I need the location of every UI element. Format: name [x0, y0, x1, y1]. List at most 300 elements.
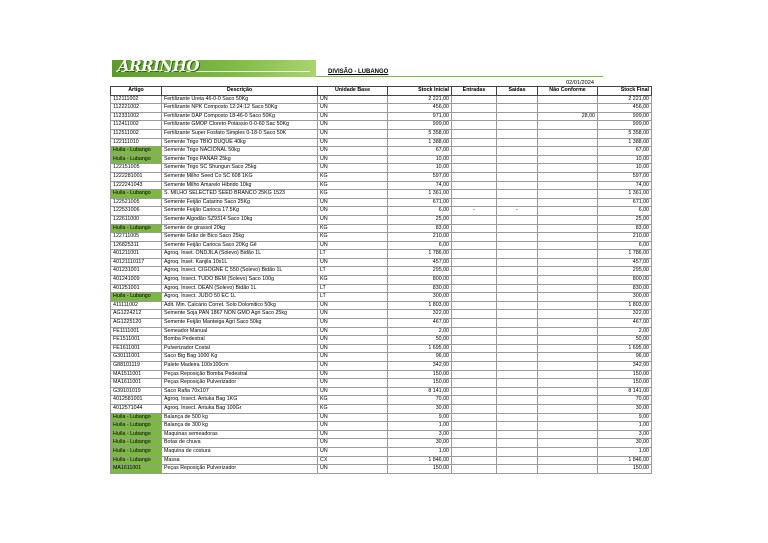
cell-unidade: UN	[318, 370, 388, 379]
cell-nao-conforme	[538, 310, 598, 319]
cell-stock-final: 3,00	[598, 430, 652, 439]
cell-unidade: UN	[318, 215, 388, 224]
cell-stock-final: 2 221,00	[598, 95, 652, 104]
cell-nao-conforme	[538, 336, 598, 345]
cell-stock-final: 30,00	[598, 439, 652, 448]
cell-nao-conforme	[538, 353, 598, 362]
cell-saidas	[497, 353, 538, 362]
cell-entradas	[452, 327, 497, 336]
cell-entradas	[452, 430, 497, 439]
cell-descricao: Semente Feijão Carioca 17.5Kg	[162, 207, 318, 216]
cell-entradas	[452, 155, 497, 164]
cell-stock-inicial: 1 695,00	[388, 344, 452, 353]
cell-nao-conforme	[538, 207, 598, 216]
header-stock-inicial: Stock Inicial	[388, 87, 452, 96]
table-row	[111, 379, 652, 388]
cell-stock-final: 25,00	[598, 215, 652, 224]
cell-nao-conforme	[538, 447, 598, 456]
cell-artigo: 401251001	[111, 284, 162, 293]
cell-nao-conforme	[538, 379, 598, 388]
cell-unidade: UN	[318, 241, 388, 250]
cell-entradas	[452, 129, 497, 138]
cell-stock-final: 50,00	[598, 336, 652, 345]
cell-saidas	[497, 258, 538, 267]
cell-entradas	[452, 319, 497, 328]
cell-artigo: AG1225120	[111, 319, 162, 328]
cell-unidade: LT	[318, 250, 388, 259]
cell-stock-final: 1 361,00	[598, 190, 652, 199]
cell-unidade: LT	[318, 284, 388, 293]
cell-stock-final: 830,00	[598, 284, 652, 293]
cell-stock-final: 96,00	[598, 353, 652, 362]
table-row	[111, 95, 652, 104]
cell-entradas	[452, 353, 497, 362]
cell-artigo: 401211001	[111, 250, 162, 259]
cell-entradas	[452, 276, 497, 285]
cell-stock-final: 300,00	[598, 293, 652, 302]
cell-artigo: 1222281001	[111, 172, 162, 181]
table-row	[111, 164, 652, 173]
logo-text: ARRINHO	[118, 57, 200, 75]
cell-nao-conforme	[538, 430, 598, 439]
cell-entradas	[452, 301, 497, 310]
cell-artigo: Huíla - Lubango	[111, 190, 162, 199]
table-row	[111, 344, 652, 353]
cell-nao-conforme	[538, 104, 598, 113]
cell-nao-conforme	[538, 276, 598, 285]
cell-stock-final: 999,00	[598, 121, 652, 130]
cell-artigo: FE1511001	[111, 336, 162, 345]
cell-descricao: Palete Madeira 100x100cm	[162, 362, 318, 371]
cell-stock-inicial: 1,00	[388, 422, 452, 431]
cell-saidas	[497, 310, 538, 319]
cell-descricao: Peças Reposição Bomba Pedestral	[162, 370, 318, 379]
cell-artigo: 122531006	[111, 207, 162, 216]
cell-descricao: Semente Trigo NACIONAL 50kg	[162, 147, 318, 156]
division-divider	[316, 76, 603, 77]
cell-artigo: 126825311	[111, 241, 162, 250]
cell-artigo: 122111010	[111, 138, 162, 147]
cell-descricao: Fertilizante Ureia 46-0-0 Saco 50Kg	[162, 95, 318, 104]
cell-unidade: UN	[318, 147, 388, 156]
cell-descricao: Massa	[162, 456, 318, 465]
cell-stock-inicial: 10,00	[388, 155, 452, 164]
cell-stock-final: 210,00	[598, 233, 652, 242]
cell-stock-final: 2,00	[598, 327, 652, 336]
cell-artigo: Huíla - Lubango	[111, 293, 162, 302]
cell-saidas	[497, 241, 538, 250]
company-logo	[112, 57, 316, 77]
cell-descricao: Saco Rafia 70x107	[162, 387, 318, 396]
cell-descricao: Fertilizante GMOP Cloreto Potássio 0-0-60 Sac 50Kg	[162, 121, 318, 130]
cell-stock-final: 597,00	[598, 172, 652, 181]
cell-stock-inicial: 295,00	[388, 267, 452, 276]
cell-stock-final: 671,00	[598, 198, 652, 207]
cell-artigo: 122521005	[111, 198, 162, 207]
cell-descricao: Agroq. Insect. Antuka Bag 100Gr	[162, 404, 318, 413]
cell-saidas	[497, 430, 538, 439]
table-row	[111, 336, 652, 345]
cell-stock-final: 322,00	[598, 310, 652, 319]
table-row	[111, 190, 652, 199]
cell-artigo: Huíla - Lubango	[111, 224, 162, 233]
cell-entradas	[452, 404, 497, 413]
cell-nao-conforme	[538, 198, 598, 207]
cell-saidas	[497, 344, 538, 353]
cell-stock-inicial: 30,00	[388, 404, 452, 413]
cell-unidade: UN	[318, 164, 388, 173]
cell-descricao: Botas de chuva	[162, 439, 318, 448]
cell-artigo: Huíla - Lubango	[111, 439, 162, 448]
cell-unidade: UN	[318, 301, 388, 310]
cell-entradas	[452, 396, 497, 405]
header-unidade: Unidade Base	[318, 87, 388, 96]
cell-entradas	[452, 422, 497, 431]
cell-nao-conforme	[538, 121, 598, 130]
cell-nao-conforme	[538, 327, 598, 336]
cell-stock-inicial: 50,00	[388, 336, 452, 345]
table-row	[111, 301, 652, 310]
cell-stock-inicial: 456,00	[388, 104, 452, 113]
table-row	[111, 439, 652, 448]
cell-stock-inicial: 467,00	[388, 319, 452, 328]
cell-descricao: Semente Trigo SC Shungun Saco 25kg	[162, 164, 318, 173]
table-row	[111, 430, 652, 439]
table-row	[111, 250, 652, 259]
cell-stock-inicial: 8 141,00	[388, 387, 452, 396]
cell-descricao: Saco Big Bag 1000 Kg	[162, 353, 318, 362]
cell-stock-final: 1,00	[598, 447, 652, 456]
cell-entradas	[452, 233, 497, 242]
cell-entradas	[452, 439, 497, 448]
cell-artigo: 401231001	[111, 267, 162, 276]
cell-saidas	[497, 190, 538, 199]
cell-descricao: Semente Grão de Bico Saco 25kg	[162, 233, 318, 242]
cell-artigo: 112111002	[111, 95, 162, 104]
cell-descricao: Agroq. Insect. CIGOGNE C 550 (Solevo) Bidão 1L	[162, 267, 318, 276]
cell-entradas	[452, 172, 497, 181]
cell-stock-final: 295,00	[598, 267, 652, 276]
cell-artigo: G88101119	[111, 362, 162, 371]
cell-descricao: Agroq. Inset. Kanjila 10x1L	[162, 258, 318, 267]
cell-saidas	[497, 284, 538, 293]
cell-saidas	[497, 301, 538, 310]
cell-nao-conforme	[538, 413, 598, 422]
cell-saidas	[497, 181, 538, 190]
cell-stock-inicial: 597,00	[388, 172, 452, 181]
cell-nao-conforme	[538, 241, 598, 250]
table-row	[111, 319, 652, 328]
cell-descricao: Balança de 300 kg	[162, 422, 318, 431]
cell-artigo: Huíla - Lubango	[111, 413, 162, 422]
cell-entradas: -	[452, 207, 497, 216]
cell-artigo: 411111002	[111, 301, 162, 310]
cell-saidas	[497, 379, 538, 388]
cell-artigo: 122711005	[111, 233, 162, 242]
table-body	[111, 95, 652, 473]
cell-artigo: 4012571044	[111, 404, 162, 413]
cell-artigo: Huíla - Lubango	[111, 447, 162, 456]
cell-nao-conforme	[538, 387, 598, 396]
cell-descricao: Fertilizante NPK Composto 12:24:12 Saco 50Kg	[162, 104, 318, 113]
cell-nao-conforme	[538, 404, 598, 413]
table-row	[111, 465, 652, 474]
cell-saidas	[497, 404, 538, 413]
cell-entradas	[452, 267, 497, 276]
cell-entradas	[452, 95, 497, 104]
cell-stock-inicial: 1 803,00	[388, 301, 452, 310]
cell-artigo: Huíla - Lubango	[111, 147, 162, 156]
cell-stock-inicial: 1 786,00	[388, 250, 452, 259]
cell-saidas	[497, 319, 538, 328]
cell-descricao: Semente Trigo TBIO DUQUE 40kg	[162, 138, 318, 147]
cell-artigo: G30111001	[111, 353, 162, 362]
cell-nao-conforme	[538, 362, 598, 371]
cell-unidade: UN	[318, 362, 388, 371]
table-row	[111, 284, 652, 293]
cell-nao-conforme	[538, 138, 598, 147]
cell-stock-final: 1 695,00	[598, 344, 652, 353]
cell-saidas	[497, 370, 538, 379]
cell-saidas	[497, 164, 538, 173]
cell-saidas	[497, 447, 538, 456]
cell-unidade: UN	[318, 104, 388, 113]
cell-entradas	[452, 379, 497, 388]
cell-stock-final: 9,00	[598, 413, 652, 422]
cell-entradas	[452, 164, 497, 173]
cell-saidas	[497, 362, 538, 371]
cell-stock-final: 10,00	[598, 164, 652, 173]
cell-entradas	[452, 344, 497, 353]
table-row	[111, 362, 652, 371]
cell-descricao: Agroq. Insect. JUDO 50 EC 1L	[162, 293, 318, 302]
cell-artigo: 122151005	[111, 164, 162, 173]
cell-nao-conforme	[538, 319, 598, 328]
cell-unidade: UN	[318, 258, 388, 267]
cell-stock-final: 1 786,00	[598, 250, 652, 259]
cell-unidade: KG	[318, 172, 388, 181]
cell-saidas	[497, 129, 538, 138]
cell-saidas	[497, 327, 538, 336]
cell-stock-inicial: 6,00	[388, 207, 452, 216]
cell-unidade: UN	[318, 447, 388, 456]
cell-descricao: Fertilizante DAP Composto 18-46-0 Saco 50Kg	[162, 112, 318, 121]
cell-stock-inicial: 2 221,00	[388, 95, 452, 104]
cell-descricao: Semeador Manual	[162, 327, 318, 336]
table-row	[111, 172, 652, 181]
cell-saidas	[497, 267, 538, 276]
cell-descricao: Semente Feijão Catarino Saco 25Kg	[162, 198, 318, 207]
cell-saidas	[497, 147, 538, 156]
table-row	[111, 112, 652, 121]
table-row	[111, 422, 652, 431]
cell-saidas	[497, 465, 538, 474]
cell-artigo: FE1111001	[111, 327, 162, 336]
cell-entradas	[452, 241, 497, 250]
cell-descricao: Maquina de costura	[162, 447, 318, 456]
cell-stock-final: 150,00	[598, 379, 652, 388]
cell-artigo: 1222241043	[111, 181, 162, 190]
table-row	[111, 267, 652, 276]
cell-nao-conforme	[538, 456, 598, 465]
cell-artigo: 401241009	[111, 276, 162, 285]
cell-stock-inicial: 1 388,00	[388, 138, 452, 147]
cell-stock-inicial: 150,00	[388, 379, 452, 388]
cell-stock-inicial: 67,00	[388, 147, 452, 156]
cell-stock-final: 5 358,00	[598, 129, 652, 138]
cell-stock-inicial: 5 358,00	[388, 129, 452, 138]
header-stock-final: Stock Final	[598, 87, 652, 96]
cell-nao-conforme	[538, 439, 598, 448]
cell-stock-final: 10,00	[598, 155, 652, 164]
cell-nao-conforme	[538, 181, 598, 190]
cell-saidas	[497, 387, 538, 396]
cell-descricao: Agroq. Insect. DEAN (Solevo) Bidão 1L	[162, 284, 318, 293]
cell-saidas	[497, 95, 538, 104]
cell-unidade: UN	[318, 379, 388, 388]
cell-unidade: KG	[318, 233, 388, 242]
cell-saidas	[497, 215, 538, 224]
cell-artigo: FE1611001	[111, 344, 162, 353]
cell-stock-inicial: 3,00	[388, 430, 452, 439]
table-row	[111, 181, 652, 190]
cell-nao-conforme	[538, 233, 598, 242]
cell-artigo: 122611000	[111, 215, 162, 224]
cell-stock-final: 1 388,00	[598, 138, 652, 147]
header-saidas: Saidas	[497, 87, 538, 96]
cell-saidas	[497, 233, 538, 242]
cell-nao-conforme	[538, 164, 598, 173]
table-row	[111, 104, 652, 113]
cell-descricao: Balança de 500 kg	[162, 413, 318, 422]
cell-saidas	[497, 138, 538, 147]
cell-stock-inicial: 342,00	[388, 362, 452, 371]
cell-unidade: UN	[318, 155, 388, 164]
cell-artigo: 112511002	[111, 129, 162, 138]
cell-nao-conforme	[538, 301, 598, 310]
cell-unidade: UN	[318, 430, 388, 439]
cell-stock-inicial: 971,00	[388, 112, 452, 121]
cell-unidade: UN	[318, 344, 388, 353]
cell-stock-final: 800,00	[598, 276, 652, 285]
table-row	[111, 327, 652, 336]
table-row	[111, 155, 652, 164]
cell-entradas	[452, 104, 497, 113]
cell-entradas	[452, 370, 497, 379]
cell-entradas	[452, 284, 497, 293]
table-row	[111, 138, 652, 147]
cell-descricao: Pulverizador Costal	[162, 344, 318, 353]
cell-unidade: KG	[318, 276, 388, 285]
cell-stock-final: 6,00	[598, 207, 652, 216]
cell-stock-inicial: 9,00	[388, 413, 452, 422]
cell-artigo: Huíla - Lubango	[111, 422, 162, 431]
cell-saidas: -	[497, 207, 538, 216]
cell-saidas	[497, 121, 538, 130]
cell-entradas	[452, 362, 497, 371]
cell-nao-conforme	[538, 190, 598, 199]
cell-unidade: UN	[318, 310, 388, 319]
cell-nao-conforme	[538, 284, 598, 293]
table-row	[111, 353, 652, 362]
table-header-row	[111, 87, 652, 96]
cell-stock-final: 150,00	[598, 370, 652, 379]
cell-descricao: Adit. Min. Calcário Corret. Solo Dolomitico 50kg	[162, 301, 318, 310]
table-row	[111, 293, 652, 302]
cell-stock-inicial: 300,00	[388, 293, 452, 302]
cell-entradas	[452, 215, 497, 224]
cell-nao-conforme	[538, 129, 598, 138]
cell-artigo: MA1511001	[111, 370, 162, 379]
cell-artigo: G39101019	[111, 387, 162, 396]
cell-unidade: KG	[318, 396, 388, 405]
cell-artigo: AG1224212	[111, 310, 162, 319]
cell-stock-inicial: 10,00	[388, 164, 452, 173]
cell-unidade: UN	[318, 138, 388, 147]
cell-stock-final: 83,00	[598, 224, 652, 233]
cell-unidade: KG	[318, 181, 388, 190]
cell-stock-inicial: 150,00	[388, 465, 452, 474]
table-row	[111, 215, 652, 224]
cell-entradas	[452, 147, 497, 156]
cell-descricao: Semente Milho Seed Co SC 608 1KG	[162, 172, 318, 181]
cell-stock-final: 467,00	[598, 319, 652, 328]
cell-stock-inicial: 800,00	[388, 276, 452, 285]
cell-descricao: Semente Milho Amarelo Hibrido 10kg	[162, 181, 318, 190]
cell-nao-conforme: 28,00	[538, 112, 598, 121]
cell-saidas	[497, 422, 538, 431]
cell-artigo: 40121110117	[111, 258, 162, 267]
cell-entradas	[452, 293, 497, 302]
table-row	[111, 396, 652, 405]
table-row	[111, 207, 652, 216]
header-artigo: Artigo	[111, 87, 162, 96]
cell-entradas	[452, 121, 497, 130]
cell-unidade: UN	[318, 198, 388, 207]
cell-stock-inicial: 1 361,00	[388, 190, 452, 199]
table-row	[111, 276, 652, 285]
cell-descricao: Agroq. Insect. TUDO BEM (Solevo) Saco 100g	[162, 276, 318, 285]
cell-stock-inicial: 210,00	[388, 233, 452, 242]
cell-entradas	[452, 112, 497, 121]
header-entradas: Entradas	[452, 87, 497, 96]
cell-nao-conforme	[538, 267, 598, 276]
cell-saidas	[497, 250, 538, 259]
report-date: 02/01/2024	[566, 80, 594, 86]
table-row	[111, 147, 652, 156]
cell-nao-conforme	[538, 95, 598, 104]
table-row	[111, 258, 652, 267]
cell-descricao: Agroq. Insect. Antuka Bag 1KG	[162, 396, 318, 405]
cell-saidas	[497, 112, 538, 121]
cell-stock-final: 1 803,00	[598, 301, 652, 310]
cell-entradas	[452, 465, 497, 474]
table-row	[111, 404, 652, 413]
cell-stock-inicial: 830,00	[388, 284, 452, 293]
cell-unidade: UN	[318, 95, 388, 104]
cell-stock-final: 456,00	[598, 104, 652, 113]
cell-artigo: Huíla - Lubango	[111, 155, 162, 164]
table-row	[111, 387, 652, 396]
cell-nao-conforme	[538, 422, 598, 431]
cell-stock-inicial: 1 846,00	[388, 456, 452, 465]
cell-nao-conforme	[538, 344, 598, 353]
cell-saidas	[497, 293, 538, 302]
cell-unidade: KG	[318, 404, 388, 413]
cell-saidas	[497, 276, 538, 285]
cell-stock-final: 30,00	[598, 404, 652, 413]
cell-artigo: 112331002	[111, 112, 162, 121]
